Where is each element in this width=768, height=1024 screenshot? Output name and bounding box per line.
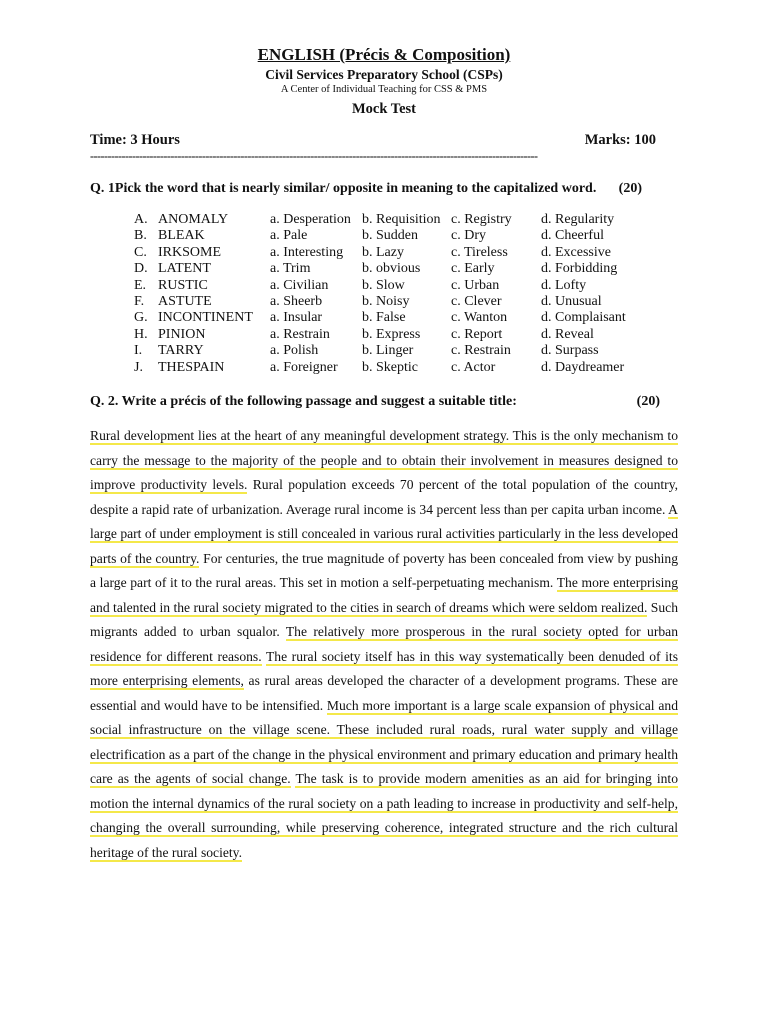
highlighted-segment: The more enterprising and talented in the rural society migrated to the cities in search of dreams which were seldom realized. — [90, 575, 678, 615]
option-a: a. Desperation — [270, 212, 351, 227]
option-c: c. Wanton — [451, 310, 508, 326]
option-d: d. Forbidding — [541, 261, 618, 277]
option-d: d. Cheerful — [541, 228, 604, 244]
option-c: c. Tireless — [451, 244, 508, 260]
item-word: TARRY — [158, 343, 204, 359]
option-a: a. Pale — [270, 228, 308, 244]
question-1-heading — [90, 180, 642, 198]
item-letter: J. — [134, 359, 143, 375]
dashed-divider: -------------------------------------------------------------------------------------------------------------------------------- — [90, 150, 538, 162]
total-marks: Marks: 100 — [584, 132, 656, 148]
item-word: RUSTIC — [158, 277, 208, 293]
item-letter: F. — [134, 293, 145, 309]
item-word: BLEAK — [158, 228, 205, 244]
passage-segment: Rural population exceeds 70 percent of the total population of the country, despite a rapid rate of urbanization. Average rural income is 34 percent less than per capita urban income. — [90, 477, 679, 517]
option-d: d. Excessive — [541, 244, 611, 260]
option-b: b. Requisition — [362, 212, 441, 227]
option-d: d. Regularity — [541, 212, 615, 227]
school-tagline: A Center of Individual Teaching for CSS & PMS — [280, 84, 488, 95]
option-a: a. Insular — [270, 310, 323, 326]
item-letter: I. — [134, 343, 143, 359]
option-a: a. Foreigner — [270, 359, 338, 375]
document-header — [0, 44, 768, 120]
item-word: PINION — [158, 326, 206, 342]
item-letter: C. — [134, 244, 147, 260]
option-b: b. Skeptic — [362, 359, 418, 375]
exam-title: ENGLISH (Précis & Composition) — [257, 45, 511, 64]
option-a: a. Polish — [270, 343, 319, 359]
passage-segment: as rural areas developed the character of a development programs. These are essential and would have to be intensified. — [90, 673, 678, 713]
item-letter: D. — [134, 261, 148, 277]
highlighted-segment: The rural society itself has in this way systematically been denuded of its more enterprising elements, — [90, 648, 679, 688]
option-c: c. Registry — [451, 212, 512, 227]
option-a: a. Sheerb — [270, 293, 323, 309]
item-word: LATENT — [158, 261, 211, 277]
question-1-prompt: Q. 1Pick the word that is nearly similar/ opposite in meaning to the capitalized word. — [90, 181, 597, 196]
passage-segment: For centuries, the true magnitude of poverty has been concealed from view by pushing a large part of it to the rural areas. This set in motion a self-perpetuating mechanism. — [90, 550, 679, 590]
option-c: c. Report — [451, 326, 503, 342]
option-b: b. Sudden — [362, 228, 418, 244]
option-b: b. Linger — [362, 343, 414, 359]
highlighted-segment: Much more important is a large scale expansion of physical and social infrastructure on the village scene. These included rural roads, rural water supply and village electrification as a part of the change in the physical environment and primary education and primary health care as the agents of social change. — [90, 697, 679, 786]
option-d: d. Reveal — [541, 326, 594, 342]
item-word: ANOMALY — [158, 212, 229, 227]
option-d: d. Lofty — [541, 277, 587, 293]
option-c: c. Dry — [451, 228, 486, 244]
option-c: c. Actor — [451, 359, 496, 375]
highlighted-segment: Rural development lies at the heart of any meaningful development strategy. This is the only mechanism to carry the message to the majority of the people and to obtain their involvement in measures designed to improve productivity levels. — [90, 428, 678, 492]
option-b: b. obvious — [362, 261, 421, 277]
passage-segment: Such migrants added to urban squalor. — [90, 599, 678, 639]
option-d: d. Unusual — [541, 293, 602, 309]
test-name: Mock Test — [351, 101, 417, 117]
highlighted-segment: The relatively more prosperous in the rural society opted for urban residence for different reasons. — [90, 624, 678, 664]
question-1-points: (20) — [618, 181, 642, 196]
item-letter: B. — [134, 228, 147, 244]
time-limit: Time: 3 Hours — [90, 132, 180, 148]
option-a: a. Interesting — [270, 244, 344, 260]
option-b: b. Lazy — [362, 244, 404, 260]
item-letter: A. — [134, 212, 148, 227]
option-c: c. Urban — [451, 277, 500, 293]
precis-passage — [90, 424, 678, 865]
option-b: b. Express — [362, 326, 421, 342]
option-d: d. Surpass — [541, 343, 599, 359]
item-letter: H. — [134, 326, 148, 342]
option-a: a. Restrain — [270, 326, 330, 342]
option-c: c. Restrain — [451, 343, 511, 359]
option-d: d. Complaisant — [541, 310, 626, 326]
option-a: a. Civilian — [270, 277, 329, 293]
item-letter: E. — [134, 277, 147, 293]
option-d: d. Daydreamer — [541, 359, 625, 375]
item-word: THESPAIN — [158, 359, 225, 375]
option-b: b. Slow — [362, 277, 405, 293]
question-2-points: (20) — [636, 394, 660, 409]
option-c: c. Clever — [451, 293, 502, 309]
school-name: Civil Services Preparatory School (CSPs) — [265, 67, 503, 82]
highlighted-segment: A large part of under employment is still concealed in various rural activities particularly in the less developed parts of the country. — [90, 501, 678, 566]
highlighted-segment: The task is to provide modern amenities as an aid for bringing into motion the internal dynamics of the rural society on a path leading to increase in productivity and self-help, changing the overall surrounding, while preserving coherence, integrated structure and the rich cultural heritage of the rural society. — [90, 771, 678, 860]
option-b: b. False — [362, 310, 406, 326]
item-word: ASTUTE — [158, 293, 212, 309]
question-2-heading — [90, 393, 660, 411]
option-b: b. Noisy — [362, 293, 410, 309]
question-2-prompt: Q. 2. Write a précis of the following passage and suggest a suitable title: — [90, 394, 517, 409]
item-word: IRKSOME — [158, 244, 222, 260]
option-a: a. Trim — [270, 261, 311, 277]
time-marks-row — [90, 130, 656, 150]
item-word: INCONTINENT — [158, 310, 253, 326]
option-c: c. Early — [451, 261, 495, 277]
item-letter: G. — [134, 310, 148, 326]
